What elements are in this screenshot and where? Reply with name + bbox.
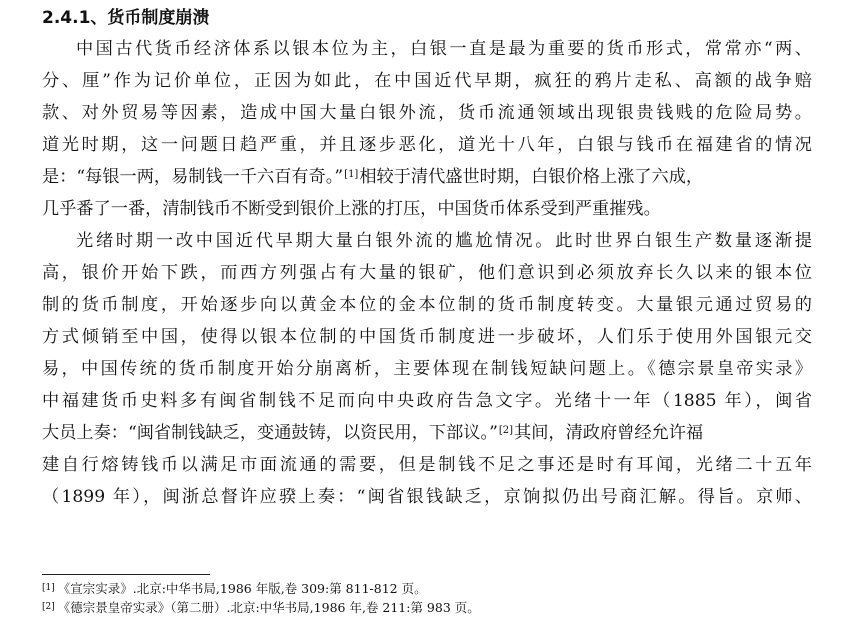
paragraph-1-line-3: 款、对外贸易等因素，造成中国大量白银外流，货币流通领域出现银贵钱贱的危险局势。 xyxy=(42,103,812,123)
paragraph-1-line-4: 道光时期，这一问题日趋严重，并且逐步恶化，道光十八年，白银与钱币在福建省的情况 xyxy=(42,135,812,155)
footnote-1 xyxy=(42,580,427,598)
footnote-2 xyxy=(42,599,480,617)
footnote-divider xyxy=(42,574,210,575)
section-heading: 2.4.1、货币制度崩溃 xyxy=(42,8,210,28)
footnote-1-text: 《宣宗实录》.北京:中华书局,1986 年版,卷 309:第 811-812 页。 xyxy=(57,581,427,596)
paragraph-2-line-7-text-b: 其间，清政府曾经允许福 xyxy=(514,423,704,443)
paragraph-2-line-8: 建自行熔铸钱币以满足市面流通的需要，但是制钱不足之事还是时有耳闻，光绪二十五年 xyxy=(42,455,812,475)
paragraph-2-line-1: 光绪时期一改中国近代早期大量白银外流的尴尬情况。此时世界白银生产数量逐渐提 xyxy=(76,231,812,251)
paragraph-2-line-7 xyxy=(42,418,812,448)
paragraph-2-line-5: 易，中国传统的货币制度开始分崩离析，主要体现在制钱短缺问题上。《德宗景皇帝实录》 xyxy=(42,359,812,379)
paragraph-2-line-3: 制的货币制度，开始逐步向以黄金本位的金本位制的货币制度转变。大量银元通过贸易的 xyxy=(42,295,812,315)
paragraph-2-line-6: 中福建货币史料多有闽省制钱不足而向中央政府告急文字。光绪十一年（1885 年），闽省 xyxy=(42,391,812,411)
paragraph-2-line-4: 方式倾销至中国，使得以银本位制的中国货币制度进一步破坏，人们乐于使用外国银元交 xyxy=(42,327,812,347)
paragraph-2-line-7-text-a: 大员上奏：“闽省制钱缺乏，变通鼓铸，以资民用，下部议。” xyxy=(42,423,498,443)
footnote-reference-2[interactable]: [2] xyxy=(498,425,514,436)
paragraph-1-line-1: 中国古代货币经济体系以银本位为主，白银一直是最为重要的货币形式，常常亦“两、 xyxy=(76,39,812,59)
footnote-reference-1[interactable]: [1] xyxy=(344,169,359,180)
footnote-2-text: 《德宗景皇帝实录》（第二册）.北京:中华书局,1986 年,卷 211:第 983 页。 xyxy=(57,600,480,615)
paragraph-1-line-5-text-b: 相较于清代盛世时期，白银价格上涨了六成， xyxy=(359,167,704,187)
footnote-1-marker: [1] xyxy=(42,583,55,593)
paragraph-1-line-2: 分、厘”作为记价单位，正因为如此，在中国近代早期，疯狂的鸦片走私、高额的战争赔 xyxy=(42,71,812,91)
paragraph-1-line-6: 几乎番了一番，清制钱币不断受到银价上涨的打压，中国货币体系受到严重摧残。 xyxy=(42,199,661,219)
paragraph-1-line-5 xyxy=(42,162,812,192)
paragraph-2-line-9: （1899 年），闽浙总督许应骙上奏：“闽省银钱缺乏，京饷拟仍出号商汇解。得旨。京师、 xyxy=(42,487,812,507)
paragraph-1-line-5-text-a: 是：“每银一两，易制钱一千六百有奇。” xyxy=(42,167,344,187)
paragraph-2-line-2: 高，银价开始下跌，而西方列强占有大量的银矿，他们意识到必须放弃长久以来的银本位 xyxy=(42,263,812,283)
footnote-2-marker: [2] xyxy=(42,602,55,612)
